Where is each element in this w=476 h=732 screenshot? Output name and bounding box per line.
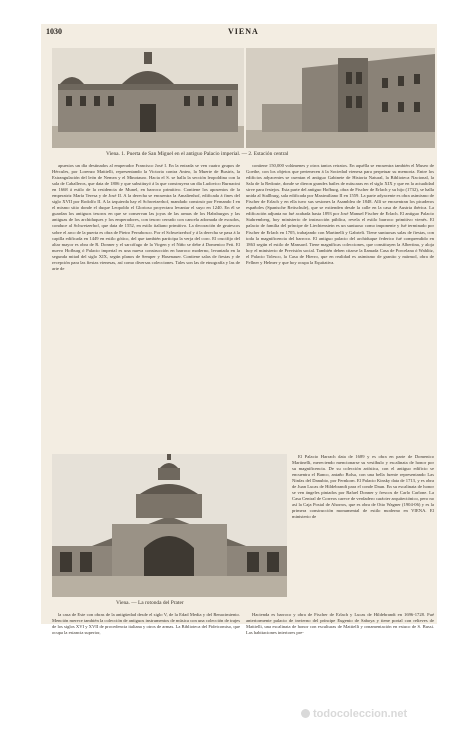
photo-palace-station [52, 48, 435, 148]
text-bottom-left [52, 612, 240, 636]
text-column-right-lower [292, 454, 434, 611]
photo-prater-rotunda [52, 454, 287, 597]
rotunda-illustration [52, 454, 287, 597]
palace-station-illustration [52, 48, 435, 148]
right-column-paragraph: contiene 150,000 volúmenes y otros tantos retratos. En aquélla se encuentra también el Museo de Goethe, con los objetos que pertenecen á la Sociedad vienesa para perpetuar su memoria. Entre los edificios adyacentes se cuentan el antiguo Gabinete de Historia Natural, la Biblioteca Nacional, la Sala de la Redoute, donde se dieron grandes bailes de máscaras en el siglo XIX y que en la actualidad sirve para festejos. Esta parte del antiguo Hofburg, obra de Fischer de Erlach y su hijo (1732), se halla unida al Stallburg, sala edificada por Maximiliano II en 1559. La parte adyacente es obra asimismo de Fischer de Erlach y en ella tuvo sus sesiones la Asamblea de 1848. Allí se encuentran los picaderos españoles (Spanische Reitschule), que se extienden desde la calle en la casa de Austria ibérica. La edificación adjunta no fué acabada hasta 1893 por José Manuel Fischer de Erlach. El antiguo Palacio Stahremberg, hoy ministerio de instrucción pública, revela el estilo barroco primitivo vienés. El palacio de familia del príncipe de Liechtenstein es un suntuoso como imponente y fué terminado por Fischer de Erlach en 1705, trabajando con Martinelli y Gabrieli. Tiene suntuosas salas de fiestas, con toda la magnificencia del barroco. El antiguo palacio del archiduque federico fué comprendido en 1863 según el estilo de Mansard. Tiene magníficas colecciones, que constituyen la Albertina, y aloja hoy el ministerio de Previsión social. También deben citarse la llamada Casa de Porcelana ó Wahlitz, el Palacio Tolesco, la Casa de Hierro, que en realidad es asimismo de granito y mármol, obra de Fellner y Helmer y que hoy ocupa la Equitativa. [246, 163, 434, 265]
running-head [46, 27, 432, 39]
bottom-left-paragraph: la casa de Este con obras de la antigüedad desde el siglo V, de la Edad Media y del Renacimiento. Mención merece también la colección de antiguos instrumentos de música con una colección de trajes de los siglos XVI y XVII de procedencia italiana y otros de armas. La Biblioteca del Fideicomiso, que ocupa la estancia superior, [52, 612, 240, 636]
watermark-logo-icon [301, 709, 310, 718]
bottom-right-paragraph: Hacienda es barroco y obra de Fischer de Erlach y Lucas de Hildebrandt en 1696-1728. Fué anteriormente palacio de invierno del príncipe Eugenio de Saboya y tiene portal con relieves de Mattielli, una escalinata de honor con esculturas de Mattielli y ornamentación en estuco de S. Bussi. Las habitaciones interiores pre- [246, 612, 434, 636]
top-photo-caption: Viena. 1. Puerta de San Miguel en el antiguo Palacio imperial. — 2. Estación central [106, 151, 289, 157]
watermark [301, 704, 466, 724]
right-lower-paragraph: El Palacio Harrach data de 1689 y es obra en parte de Domenico Martinelli, mereciendo mencionarse su vestíbulo y escalinata de honor por su magnificencia. De su colección artística, con el antiguo edificio se encuentra el Banco, antaño Bolsa, con una bella fuente representando Las Ninfas del Danubio, por Fernkorn. El Palacio Kinsky data de 1713, y es obra de Juan Lucas de Hildebrandt para el conde Daun. En su escalinata de honor se ven ángeles pintados por Rafael Donner y frescos de Carlo Carlone. La Casa Central de Correos carece de verdadero carácter arquitectónico, pero no así la Caja Postal de Ahorros, que es obra de Otto Wagner (1904-06) y es la primera construcción monumental de estilo moderno en VIENA. El ministerio de [292, 454, 434, 520]
watermark-text: todocoleccion.net [313, 708, 408, 720]
text-column-left [52, 163, 240, 449]
page-number: 1030 [46, 27, 62, 36]
left-column-paragraph: apuestos un día destinados al emperador Francisco José I. En la entrada se ven cuatro grupos de Hércules, por Lorenzo Mattielli, representando la Victoria contra Anteo, la Muerte de Busiris, la Estrangulación del león de Nemea y el Minotauro. Hacia el S. se halla la sección leopoldina con la sala de Caballeros, que data de 1806 y que substituyó á la que construyera un día Ludovico Burnacini en 1668 á estilo de la residencia de Munel, en barroco primitivo. Contiene los aposentos de la emperatriz María Teresa y de José II. A la derecha se encuentra la Amalienhof, edificada á fines del siglo XVII por Rodolfo II. A la izquierda hay el Schweizerhof, mandado construir por Fernando I en el mismo sitio donde el duque Leopoldo el Glorioso proyectara levantar el suyo en 1240. En él se guardan los antiguos tesoros en que se conservan las joyas de las armas de los Habsburgos y las antiguas de los archiduques y los emperadores, con tesoro cerrado con cancela adornada de escudos, conduce al Schweizerhof, que data de 1552, en estilo italiano primitivo. La decoración de grutescos sobre el arco de la puerta es obra de Pietro Ferrabosco. Por el Schweizerhof y á la derecha se pasa á la capilla edificada en 1449 en estilo gótico, del que también participa la verja del coro. El crucifijo del altar mayor es obra de R. Donner y el sarcófago de la Virgen y el Niño se debe á Domenico Feti. El nuevo Hofburg ó Palacio imperial es una nueva construcción en barroco moderno, levantada en la segunda mitad del siglo XIX, según planos de Semper y Hasenauer. Contiene salas de fiestas y de recepción para las fiestas vienesas, así como diversas colecciones. Tales son las de etnografía y las de arte de [52, 163, 240, 271]
bottom-photo-caption: Viena. — La rotonda del Prater [116, 600, 184, 606]
text-bottom-right [246, 612, 434, 636]
text-column-right [246, 163, 434, 449]
page-title: VIENA [228, 27, 259, 36]
